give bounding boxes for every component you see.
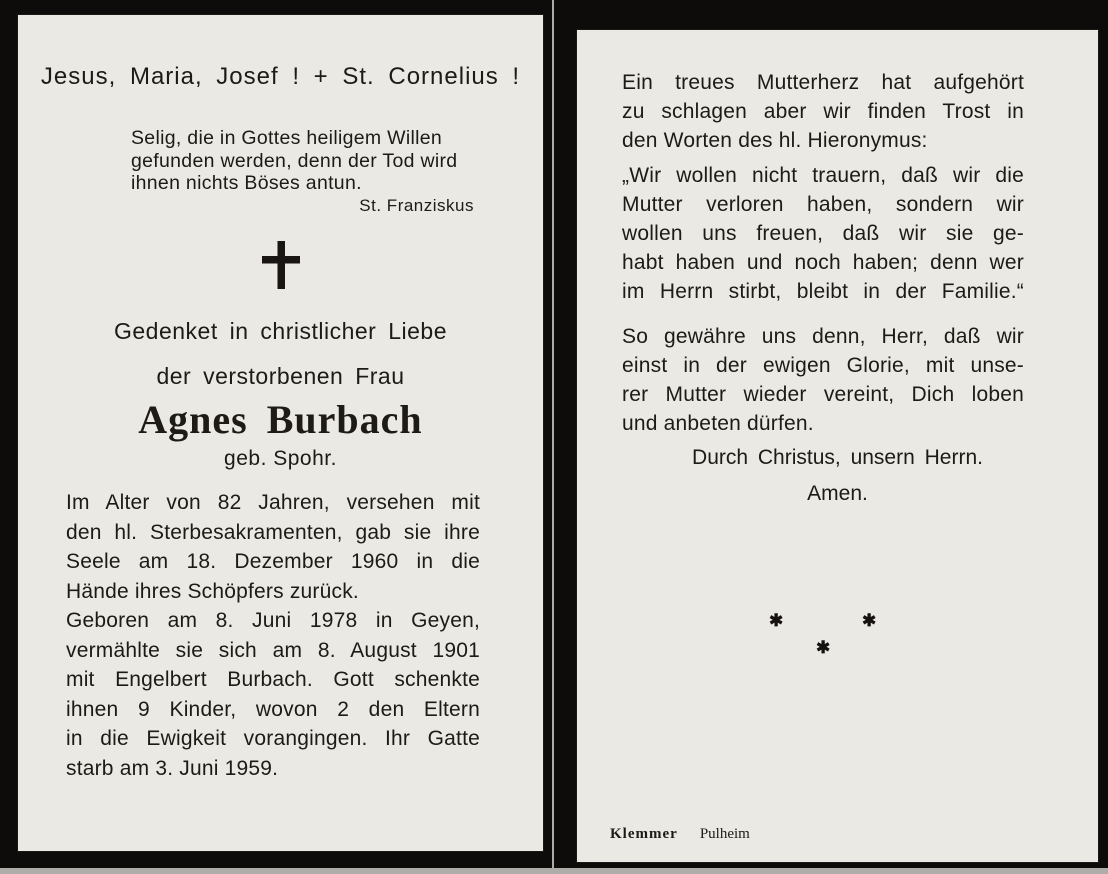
prayer-paragraph: [622, 322, 1024, 438]
prayer-line: So gewähre uns denn, Herr, daß wir: [622, 325, 1024, 348]
biography-paragraph: [66, 488, 480, 783]
scanner-edge-strip: [0, 868, 1108, 874]
memorial-line-2: der verstorbenen Frau: [156, 363, 405, 389]
bio-line: mit Engelbert Burbach. Gott schenkte: [66, 668, 480, 691]
intro-line: Ein treues Mutterherz hat aufgehört: [622, 71, 1024, 94]
bio-line: den hl. Sterbesakramenten, gab sie ihre: [66, 520, 480, 544]
printer-city: Pulheim: [699, 826, 750, 842]
opening-quote: [131, 127, 493, 195]
memorial-line-1: Gedenket in christlicher Liebe: [114, 318, 447, 344]
closing-line-1: Durch Christus, unsern Herrn.: [692, 446, 983, 469]
quote-line: ihnen nichts Böses antun.: [131, 172, 362, 194]
printer-line: [610, 826, 750, 843]
intro-paragraph: [622, 68, 1024, 155]
asterisk-icon: ✱: [769, 611, 784, 630]
deceased-name: Agnes Burbach: [138, 397, 423, 442]
bio-line: ihnen 9 Kinder, wovon 2 den Eltern: [66, 697, 480, 721]
bio-line: Im Alter von 82 Jahren, versehen mit: [66, 491, 480, 514]
left-page: [18, 15, 543, 851]
asterisk-icon: ✱: [862, 611, 877, 630]
prayer-line: und anbeten dürfen.: [622, 412, 814, 435]
bio-line: in die Ewigkeit vorangingen. Ihr Gatte: [66, 727, 480, 750]
bio-line: starb am 3. Juni 1959.: [66, 756, 279, 780]
hieronymus-quote: [622, 161, 1024, 306]
maiden-name: geb. Spohr.: [224, 447, 337, 470]
closing-line-2: Amen.: [807, 482, 868, 505]
right-page: [577, 30, 1098, 862]
intro-line: den Worten des hl. Hieronymus:: [622, 129, 928, 152]
bio-line: vermählte sie sich am 8. August 1901: [66, 638, 480, 662]
quote-attribution: St. Franziskus: [359, 196, 474, 215]
invocation-heading: Jesus, Maria, Josef ! + St. Cornelius !: [40, 63, 521, 90]
quote-line: im Herrn stirbt, bleibt in der Familie.“: [622, 280, 1024, 303]
quote-line: wollen uns freuen, daß wir sie ge-: [622, 222, 1024, 245]
bio-line: Geboren am 8. Juni 1978 in Geyen,: [66, 609, 480, 632]
quote-line: habt haben und noch haben; denn wer: [622, 251, 1024, 274]
quote-line: gefunden werden, denn der Tod wird: [131, 149, 458, 172]
printer-name: Klemmer: [610, 826, 678, 842]
bio-line: Seele am 18. Dezember 1960 in die: [66, 550, 480, 573]
prayer-line: rer Mutter wieder vereint, Dich loben: [622, 383, 1024, 406]
cross-icon: [261, 276, 301, 293]
cross-icon-wrap: [18, 241, 543, 294]
fold-line: [552, 0, 554, 874]
quote-line: Selig, die in Gottes heiligem Willen: [131, 127, 443, 149]
prayer-line: einst in der ewigen Glorie, mit unse-: [622, 354, 1024, 377]
asterisk-icon: ✱: [816, 638, 831, 657]
intro-line: zu schlagen aber wir finden Trost in: [622, 100, 1024, 123]
quote-line: Mutter verloren haben, sondern wir: [622, 193, 1024, 216]
quote-line: „Wir wollen nicht trauern, daß wir die: [622, 164, 1024, 187]
bio-line: Hände ihres Schöpfers zurück.: [66, 579, 359, 603]
